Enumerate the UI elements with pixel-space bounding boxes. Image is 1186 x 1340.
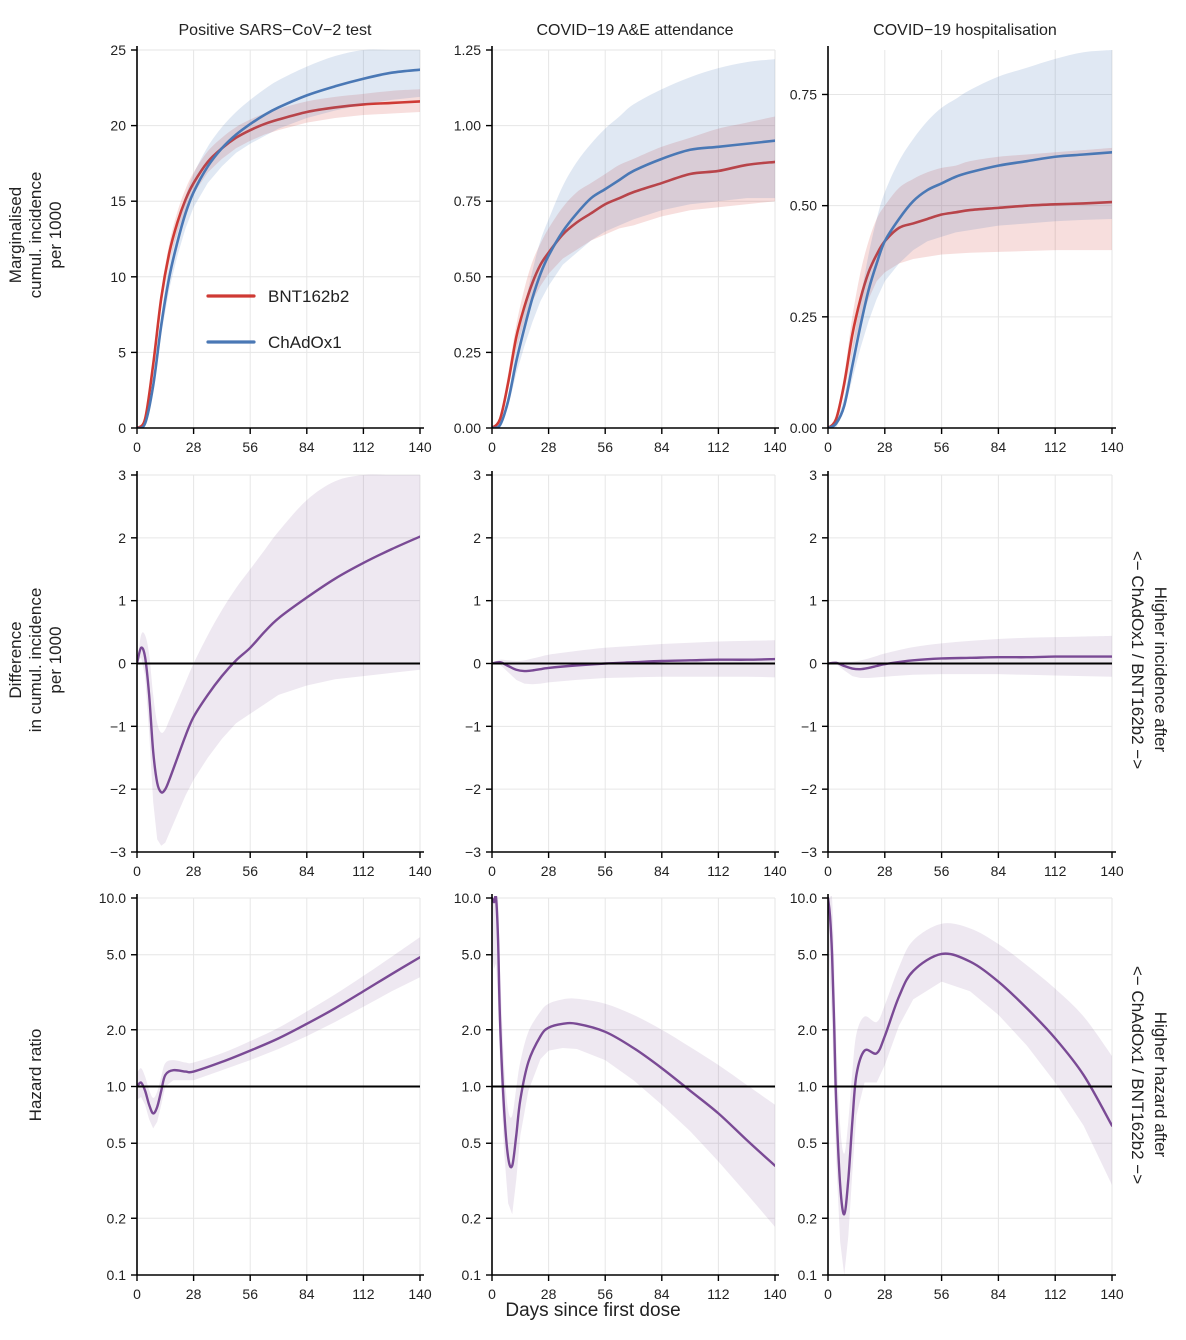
panel-r1c1 xyxy=(110,42,431,455)
svg-text:28: 28 xyxy=(185,863,202,879)
row1-y-axis-label: Marginalised cumul. incidence per 1000 xyxy=(6,171,65,299)
svg-text:2: 2 xyxy=(118,529,126,546)
svg-text:0.2: 0.2 xyxy=(797,1210,817,1227)
svg-text:112: 112 xyxy=(352,863,375,879)
svg-text:0.75: 0.75 xyxy=(453,193,481,210)
panel-r3c3 xyxy=(790,890,1124,1302)
svg-text:0.50: 0.50 xyxy=(453,268,481,285)
row2-right-annotation: Higher incidence after <− ChAdOx1 / BNT162b2 −> xyxy=(1128,550,1170,770)
svg-text:84: 84 xyxy=(299,863,315,879)
svg-text:0.75: 0.75 xyxy=(789,86,817,103)
svg-text:−3: −3 xyxy=(110,844,126,860)
svg-text:0.5: 0.5 xyxy=(461,1135,481,1152)
svg-text:140: 140 xyxy=(1100,863,1124,879)
svg-text:0.1: 0.1 xyxy=(797,1267,817,1283)
svg-text:−1: −1 xyxy=(465,718,481,735)
svg-text:0.50: 0.50 xyxy=(789,197,817,214)
svg-text:84: 84 xyxy=(654,439,670,455)
svg-text:112: 112 xyxy=(1044,439,1067,455)
legend-label-1: ChAdOx1 xyxy=(268,333,342,352)
svg-text:84: 84 xyxy=(990,439,1007,455)
svg-text:0.25: 0.25 xyxy=(453,344,481,361)
svg-text:56: 56 xyxy=(242,439,258,455)
svg-text:−2: −2 xyxy=(110,781,126,798)
panel-r1c2 xyxy=(454,42,787,455)
column-title-2: COVID−19 A&E attendance xyxy=(536,22,734,39)
svg-text:112: 112 xyxy=(707,439,730,455)
svg-text:5.0: 5.0 xyxy=(797,946,817,963)
row2-y-axis-label: Difference in cumul. incidence per 1000 xyxy=(6,587,65,733)
svg-text:84: 84 xyxy=(654,1286,670,1302)
svg-text:140: 140 xyxy=(1100,1286,1124,1302)
x-axis-label: Days since first dose xyxy=(505,1300,681,1321)
svg-text:−2: −2 xyxy=(801,781,817,798)
svg-text:1: 1 xyxy=(473,592,481,609)
svg-text:10.0: 10.0 xyxy=(789,890,817,906)
svg-text:0.5: 0.5 xyxy=(106,1135,126,1152)
svg-text:10: 10 xyxy=(110,268,126,285)
panel-r2c3 xyxy=(801,467,1124,879)
svg-text:28: 28 xyxy=(877,1286,893,1302)
svg-text:−1: −1 xyxy=(110,718,126,735)
svg-text:140: 140 xyxy=(763,439,787,455)
svg-text:1.0: 1.0 xyxy=(461,1078,481,1095)
svg-text:5.0: 5.0 xyxy=(106,946,126,963)
column-title-3: COVID−19 hospitalisation xyxy=(873,22,1057,39)
svg-text:112: 112 xyxy=(707,1286,730,1302)
svg-text:−3: −3 xyxy=(801,844,817,860)
svg-text:5: 5 xyxy=(118,344,126,361)
panel-r3c1 xyxy=(99,890,432,1302)
svg-text:0: 0 xyxy=(133,1286,141,1302)
svg-text:0: 0 xyxy=(133,439,141,455)
svg-text:28: 28 xyxy=(877,439,893,455)
svg-text:0: 0 xyxy=(118,420,126,436)
svg-text:0: 0 xyxy=(824,439,832,455)
legend-label-0: BNT162b2 xyxy=(268,287,350,306)
svg-text:84: 84 xyxy=(990,863,1007,879)
svg-text:0: 0 xyxy=(488,439,496,455)
svg-text:56: 56 xyxy=(242,1286,258,1302)
row3-right-annotation: Higher hazard after <− ChAdOx1 / BNT162b2 −> xyxy=(1128,965,1170,1185)
svg-text:28: 28 xyxy=(185,439,202,455)
svg-text:28: 28 xyxy=(540,439,557,455)
svg-text:0.00: 0.00 xyxy=(453,420,481,436)
svg-text:0.1: 0.1 xyxy=(461,1267,481,1283)
svg-text:28: 28 xyxy=(877,863,893,879)
svg-text:5.0: 5.0 xyxy=(461,946,481,963)
svg-text:−1: −1 xyxy=(801,718,817,735)
svg-text:56: 56 xyxy=(933,1286,950,1302)
svg-text:3: 3 xyxy=(118,467,126,483)
svg-text:25: 25 xyxy=(110,42,126,58)
svg-text:28: 28 xyxy=(185,1286,202,1302)
svg-text:2: 2 xyxy=(473,529,481,546)
svg-text:140: 140 xyxy=(408,439,432,455)
svg-text:2.0: 2.0 xyxy=(461,1021,481,1038)
panel-r3c2 xyxy=(454,890,787,1302)
svg-text:2: 2 xyxy=(809,529,817,546)
row3-y-axis-label: Hazard ratio xyxy=(26,1028,45,1122)
svg-text:15: 15 xyxy=(110,193,126,210)
svg-text:0.25: 0.25 xyxy=(789,308,817,325)
svg-text:0: 0 xyxy=(118,655,126,672)
svg-text:1.25: 1.25 xyxy=(453,42,481,58)
svg-text:−2: −2 xyxy=(465,781,481,798)
svg-text:112: 112 xyxy=(352,1286,375,1302)
svg-text:84: 84 xyxy=(299,1286,315,1302)
svg-text:2.0: 2.0 xyxy=(106,1021,126,1038)
svg-text:56: 56 xyxy=(933,439,950,455)
svg-text:10.0: 10.0 xyxy=(98,890,126,906)
panel-r2c2 xyxy=(465,467,787,879)
svg-text:56: 56 xyxy=(597,439,613,455)
svg-text:0.1: 0.1 xyxy=(106,1267,126,1283)
svg-text:84: 84 xyxy=(654,863,670,879)
svg-text:0: 0 xyxy=(488,863,496,879)
svg-text:1: 1 xyxy=(118,592,126,609)
svg-text:1.00: 1.00 xyxy=(453,117,481,134)
svg-text:1: 1 xyxy=(809,592,817,609)
svg-text:140: 140 xyxy=(1100,439,1124,455)
svg-text:0.2: 0.2 xyxy=(106,1210,126,1227)
svg-text:0: 0 xyxy=(824,1286,832,1302)
svg-text:112: 112 xyxy=(352,439,375,455)
svg-text:112: 112 xyxy=(1044,1286,1067,1302)
svg-text:−3: −3 xyxy=(465,844,481,860)
svg-text:3: 3 xyxy=(809,467,817,483)
svg-text:1.0: 1.0 xyxy=(106,1078,126,1095)
svg-text:140: 140 xyxy=(408,863,432,879)
svg-text:84: 84 xyxy=(990,1286,1007,1302)
svg-text:112: 112 xyxy=(1044,863,1067,879)
svg-text:28: 28 xyxy=(540,1286,557,1302)
svg-text:3: 3 xyxy=(473,467,481,483)
svg-text:0.5: 0.5 xyxy=(797,1135,817,1152)
svg-text:56: 56 xyxy=(597,863,613,879)
svg-text:0.2: 0.2 xyxy=(461,1210,481,1227)
svg-text:0: 0 xyxy=(133,863,141,879)
svg-text:0: 0 xyxy=(473,655,481,672)
svg-text:0: 0 xyxy=(809,655,817,672)
panel-r1c3 xyxy=(790,46,1124,455)
svg-text:56: 56 xyxy=(933,863,950,879)
svg-text:20: 20 xyxy=(110,117,126,134)
svg-text:56: 56 xyxy=(242,863,258,879)
svg-text:140: 140 xyxy=(763,1286,787,1302)
svg-text:140: 140 xyxy=(763,863,787,879)
svg-text:112: 112 xyxy=(707,863,730,879)
svg-text:0: 0 xyxy=(488,1286,496,1302)
svg-text:10.0: 10.0 xyxy=(453,890,481,906)
svg-text:56: 56 xyxy=(597,1286,613,1302)
svg-text:2.0: 2.0 xyxy=(797,1021,817,1038)
svg-text:0: 0 xyxy=(824,863,832,879)
column-title-1: Positive SARS−CoV−2 test xyxy=(178,22,372,39)
svg-text:1.0: 1.0 xyxy=(797,1078,817,1095)
svg-text:28: 28 xyxy=(540,863,557,879)
svg-text:84: 84 xyxy=(299,439,315,455)
svg-text:0.00: 0.00 xyxy=(789,420,817,436)
panel-r2c1 xyxy=(110,467,432,879)
svg-text:140: 140 xyxy=(408,1286,432,1302)
